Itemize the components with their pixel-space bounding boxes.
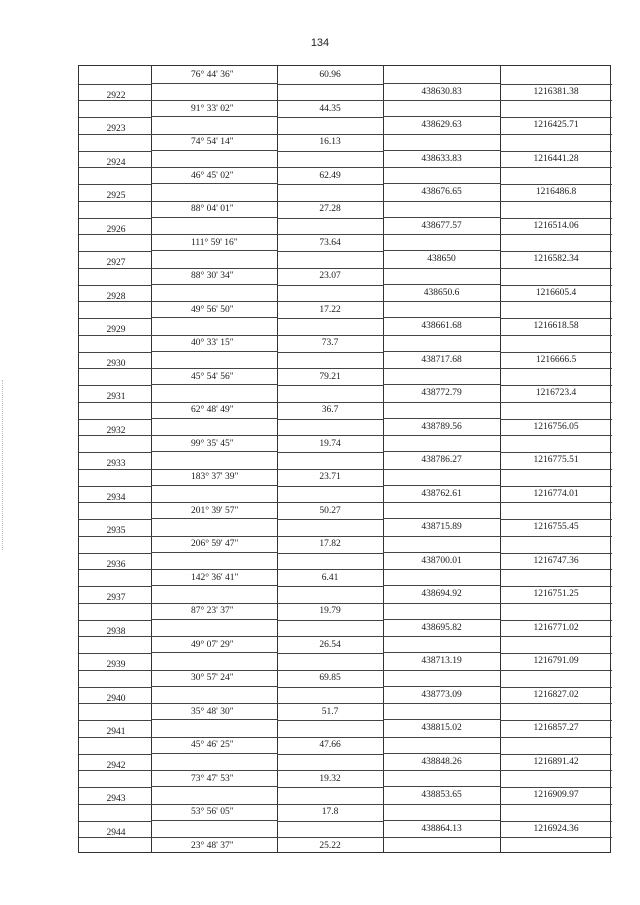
cell-easting: 1216486.8 [535, 187, 577, 198]
row-separator [500, 770, 612, 771]
cell-northing: 438650.6 [423, 287, 460, 298]
cell-station: 2936 [106, 559, 126, 570]
cell-angle: 35° 48' 30" [191, 706, 234, 717]
cell-easting: 1216381.38 [533, 86, 579, 97]
cell-easting: 1216891.42 [533, 756, 579, 767]
cell-angle: 201° 39' 57" [191, 505, 239, 516]
cell-easting: 1216747.36 [533, 555, 579, 566]
row-separator [277, 84, 383, 85]
cell-station: 2931 [106, 392, 126, 403]
cell-station: 2925 [106, 191, 126, 202]
row-separator [383, 402, 500, 403]
cell-distance: 36.7 [321, 405, 339, 415]
cell-angle: 23° 48' 37" [191, 840, 234, 851]
row-separator [383, 134, 500, 135]
cell-distance: 79.21 [319, 371, 341, 382]
row-separator [383, 703, 500, 704]
row-separator [79, 821, 151, 822]
cell-northing: 438713.19 [421, 656, 462, 667]
row-separator [277, 754, 383, 755]
page-number: 134 [310, 37, 330, 49]
cell-distance: 47.66 [319, 740, 341, 750]
row-separator [79, 385, 151, 386]
row-separator [383, 201, 500, 202]
row-separator [383, 770, 500, 771]
row-separator [500, 636, 612, 637]
row-separator [383, 268, 500, 269]
row-separator [383, 368, 500, 369]
row-separator [383, 502, 500, 503]
row-separator [383, 804, 500, 805]
cell-easting: 1216425.71 [533, 120, 579, 131]
cell-angle: 30° 57' 24" [191, 673, 234, 683]
cell-distance: 19.74 [319, 438, 341, 449]
cell-easting: 1216924.36 [533, 823, 579, 834]
cell-easting: 1216756.05 [533, 421, 579, 432]
row-separator [79, 184, 151, 185]
row-separator [79, 620, 151, 621]
cell-angle: 49° 07' 29" [191, 639, 234, 650]
row-separator [383, 670, 500, 671]
row-separator [79, 285, 151, 286]
cell-station: 2923 [106, 124, 126, 135]
cell-northing: 438789.56 [421, 421, 462, 432]
row-separator [277, 285, 383, 286]
cell-easting: 1216751.25 [533, 589, 579, 600]
row-separator [500, 100, 612, 101]
row-separator [500, 402, 612, 403]
row-separator [79, 117, 151, 118]
row-separator [79, 151, 151, 152]
row-separator [383, 335, 500, 336]
cell-distance: 26.54 [319, 639, 341, 650]
cell-distance: 62.49 [319, 170, 341, 181]
cell-northing: 438629.63 [421, 120, 462, 131]
cell-distance: 69.85 [319, 673, 341, 683]
cell-easting: 1216441.28 [533, 153, 579, 164]
cell-station: 2929 [106, 325, 126, 336]
row-separator [79, 84, 151, 85]
cell-distance: 51.7 [321, 706, 339, 717]
cell-distance: 6.41 [321, 572, 339, 583]
row-separator [383, 234, 500, 235]
cell-northing: 438630.83 [421, 86, 462, 97]
row-separator [79, 720, 151, 721]
cell-angle: 87° 23' 37" [191, 606, 234, 616]
row-separator [277, 385, 383, 386]
cell-easting: 1216827.02 [533, 689, 579, 700]
cell-easting: 1216582.34 [533, 254, 579, 265]
cell-easting: 1216771.02 [533, 622, 579, 633]
cell-angle: 62° 48' 49" [191, 405, 234, 415]
cell-station: 2930 [106, 358, 126, 369]
row-separator [277, 553, 383, 554]
row-separator [277, 821, 383, 822]
cell-distance: 19.79 [319, 606, 341, 616]
cell-northing: 438676.65 [421, 187, 462, 198]
row-separator [79, 486, 151, 487]
cell-distance: 60.96 [319, 70, 341, 80]
cell-station: 2940 [106, 693, 126, 704]
cell-easting: 1216618.58 [533, 321, 579, 332]
row-separator [500, 670, 612, 671]
row-separator [500, 703, 612, 704]
cell-northing: 438650 [427, 254, 456, 265]
row-separator [79, 754, 151, 755]
cell-station: 2934 [106, 492, 126, 503]
cell-angle: 74° 54' 14" [191, 137, 234, 147]
row-separator [500, 301, 612, 302]
cell-northing: 438695.82 [421, 622, 462, 633]
cell-station: 2941 [106, 727, 126, 738]
row-separator [383, 837, 500, 838]
cell-easting: 1216791.09 [533, 656, 579, 667]
row-separator [79, 553, 151, 554]
cell-station: 2944 [106, 827, 126, 838]
row-separator [277, 117, 383, 118]
row-separator [383, 167, 500, 168]
cell-station: 2926 [106, 224, 126, 235]
cell-easting: 1216666.5 [535, 354, 577, 365]
row-separator [79, 653, 151, 654]
cell-station: 2938 [106, 626, 126, 637]
cell-distance: 17.22 [319, 304, 341, 315]
row-separator [277, 251, 383, 252]
row-separator [383, 100, 500, 101]
cell-angle: 142° 36' 41" [191, 572, 239, 583]
cell-angle: 73° 47' 53" [191, 773, 234, 784]
row-separator [383, 435, 500, 436]
cell-distance: 23.71 [319, 472, 341, 482]
row-separator [79, 787, 151, 788]
cell-station: 2928 [106, 291, 126, 302]
row-separator [277, 519, 383, 520]
cell-distance: 25.22 [319, 840, 341, 851]
cell-station: 2935 [106, 526, 126, 537]
cell-northing: 438786.27 [421, 455, 462, 466]
cell-angle: 45° 54' 56" [191, 371, 234, 382]
row-separator [79, 419, 151, 420]
row-separator [383, 569, 500, 570]
scan-margin-marks [2, 380, 5, 550]
cell-northing: 438700.01 [421, 555, 462, 566]
cell-angle: 88° 04' 01" [191, 204, 234, 214]
cell-station: 2943 [106, 794, 126, 805]
traverse-table [78, 65, 611, 853]
row-separator [277, 653, 383, 654]
cell-distance: 16.13 [319, 137, 341, 147]
row-separator [79, 251, 151, 252]
cell-angle: 183° 37' 39" [191, 472, 239, 482]
cell-northing: 438773.09 [421, 689, 462, 700]
row-separator [79, 452, 151, 453]
row-separator [500, 134, 612, 135]
row-separator [383, 603, 500, 604]
cell-easting: 1216775.51 [533, 455, 579, 466]
cell-northing: 438864.13 [421, 823, 462, 834]
row-separator [500, 603, 612, 604]
row-separator [277, 184, 383, 185]
cell-angle: 91° 33' 02" [191, 103, 234, 114]
row-separator [500, 536, 612, 537]
row-separator [383, 536, 500, 537]
row-separator [277, 151, 383, 152]
cell-northing: 438848.26 [421, 756, 462, 767]
row-separator [277, 419, 383, 420]
row-separator [500, 234, 612, 235]
row-separator [500, 804, 612, 805]
row-separator [500, 167, 612, 168]
cell-northing: 438633.83 [421, 153, 462, 164]
row-separator [383, 301, 500, 302]
cell-angle: 88° 30' 34" [191, 271, 234, 281]
cell-distance: 44.35 [319, 103, 341, 114]
cell-northing: 438762.61 [421, 488, 462, 499]
cell-station: 2924 [106, 157, 126, 168]
row-separator [277, 318, 383, 319]
cell-angle: 40° 33' 15" [191, 338, 234, 348]
cell-distance: 27.28 [319, 204, 341, 214]
row-separator [277, 687, 383, 688]
row-separator [277, 486, 383, 487]
cell-easting: 1216605.4 [535, 287, 577, 298]
cell-easting: 1216514.06 [533, 220, 579, 231]
cell-easting: 1216774.01 [533, 488, 579, 499]
cell-angle: 111° 59' 16" [191, 237, 238, 248]
row-separator [500, 335, 612, 336]
cell-distance: 73.7 [321, 338, 339, 348]
cell-station: 2942 [106, 760, 126, 771]
cell-northing: 438772.79 [421, 388, 462, 399]
cell-northing: 438853.65 [421, 790, 462, 801]
cell-distance: 17.82 [319, 539, 341, 549]
row-separator [500, 368, 612, 369]
row-separator [79, 318, 151, 319]
cell-distance: 17.8 [321, 807, 339, 817]
row-separator [500, 837, 612, 838]
cell-angle: 46° 45' 02" [191, 170, 234, 181]
cell-station: 2927 [106, 258, 126, 269]
row-separator [500, 569, 612, 570]
cell-angle: 49° 56' 50" [191, 304, 234, 315]
cell-northing: 438717.68 [421, 354, 462, 365]
row-separator [79, 687, 151, 688]
cell-angle: 99° 35' 45" [191, 438, 234, 449]
cell-distance: 19.32 [319, 773, 341, 784]
row-separator [79, 586, 151, 587]
row-separator [79, 218, 151, 219]
cell-angle: 76° 44' 36" [191, 70, 234, 80]
cell-distance: 73.64 [319, 237, 341, 248]
cell-distance: 23.07 [319, 271, 341, 281]
cell-angle: 45° 46' 25" [191, 740, 234, 750]
row-separator [277, 586, 383, 587]
cell-easting: 1216909.97 [533, 790, 579, 801]
cell-easting: 1216857.27 [533, 723, 579, 734]
cell-station: 2939 [106, 660, 126, 671]
cell-distance: 50.27 [319, 505, 341, 516]
row-separator [500, 469, 612, 470]
row-separator [277, 620, 383, 621]
cell-northing: 438677.57 [421, 220, 462, 231]
row-separator [500, 737, 612, 738]
row-separator [383, 469, 500, 470]
row-separator [79, 519, 151, 520]
row-separator [277, 218, 383, 219]
row-separator [277, 720, 383, 721]
cell-northing: 438715.89 [421, 522, 462, 533]
row-separator [277, 352, 383, 353]
cell-station: 2933 [106, 459, 126, 470]
cell-easting: 1216755.45 [533, 522, 579, 533]
cell-angle: 53° 56' 05" [191, 807, 234, 817]
cell-easting: 1216723.4 [535, 388, 577, 399]
row-separator [500, 201, 612, 202]
row-separator [500, 435, 612, 436]
row-separator [500, 268, 612, 269]
cell-northing: 438694.92 [421, 589, 462, 600]
cell-northing: 438661.68 [421, 321, 462, 332]
row-separator [79, 352, 151, 353]
row-separator [383, 636, 500, 637]
row-separator [383, 737, 500, 738]
cell-station: 2922 [106, 90, 126, 101]
cell-station: 2932 [106, 425, 126, 436]
cell-northing: 438815.02 [421, 723, 462, 734]
cell-station: 2937 [106, 593, 126, 604]
row-separator [277, 452, 383, 453]
cell-angle: 206° 59' 47" [191, 539, 239, 549]
row-separator [277, 787, 383, 788]
row-separator [500, 502, 612, 503]
